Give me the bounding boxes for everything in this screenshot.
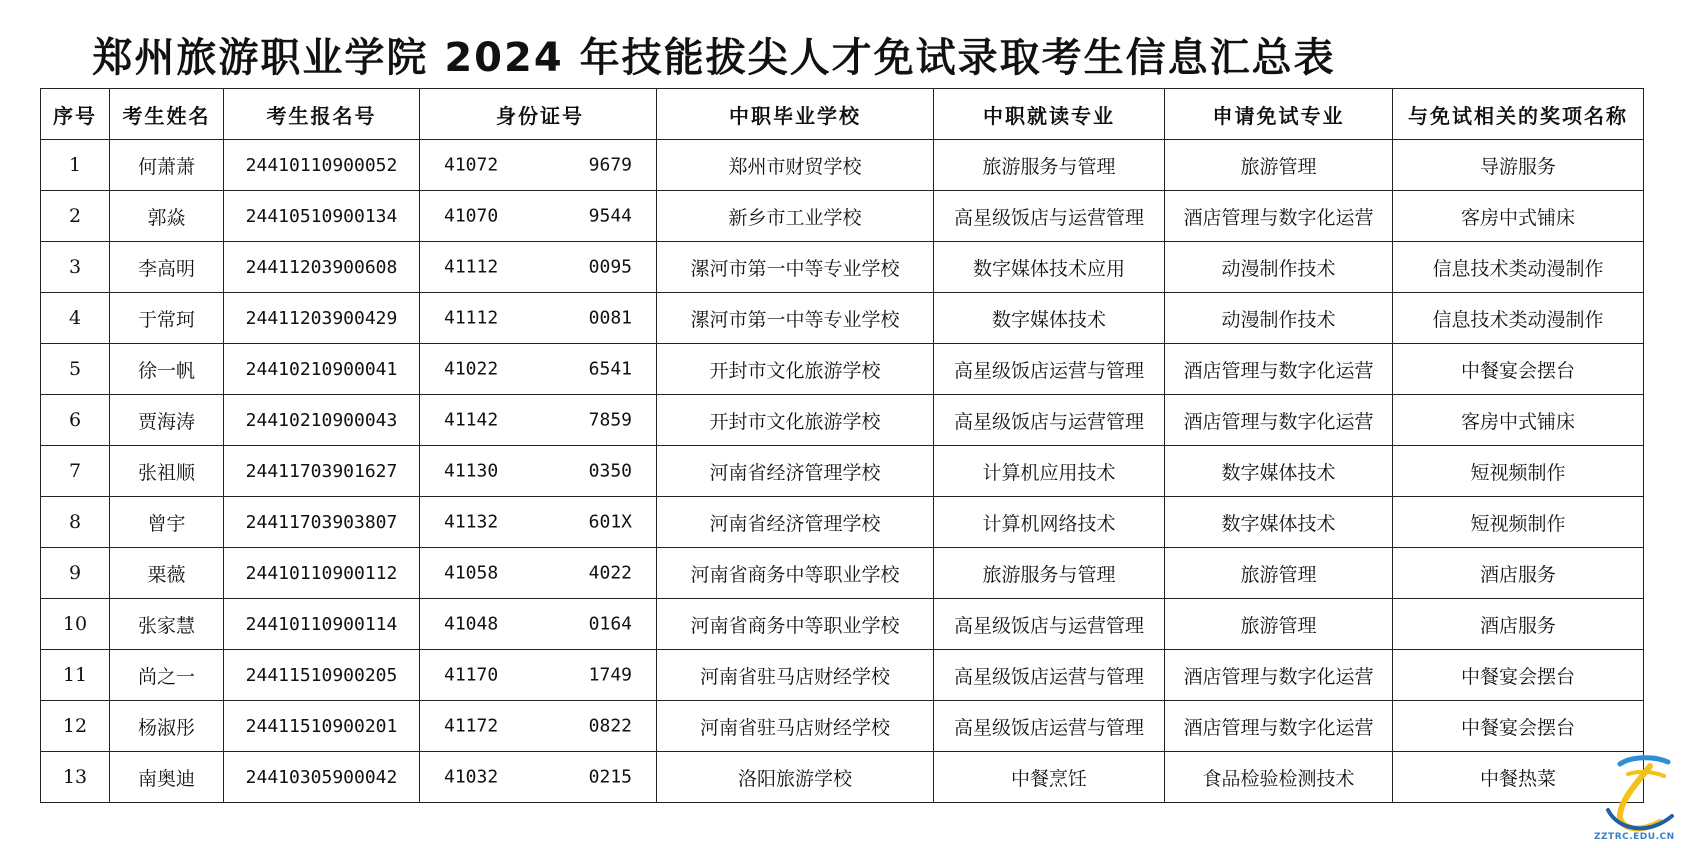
- header-cell-no: 序号: [41, 89, 110, 140]
- cell-no: 5: [41, 344, 110, 395]
- cell-name: 李高明: [110, 242, 224, 293]
- cell-apply: 动漫制作技术: [1165, 242, 1393, 293]
- cell-reg: 24410210900043: [224, 395, 420, 446]
- id-suffix: 7859: [588, 409, 632, 431]
- cell-apply: 旅游管理: [1165, 140, 1393, 191]
- cell-award: 中餐宴会摆台: [1393, 701, 1644, 752]
- table-row: [41, 650, 1644, 701]
- cell-apply: 食品检验检测技术: [1165, 752, 1393, 803]
- cell-no: 6: [41, 395, 110, 446]
- cell-no: 8: [41, 497, 110, 548]
- id-suffix: 0095: [588, 256, 632, 278]
- cell-award: 导游服务: [1393, 140, 1644, 191]
- cell-reg: 24411203900608: [224, 242, 420, 293]
- header-cell-id: 身份证号: [420, 89, 657, 140]
- id-redaction: [502, 140, 576, 191]
- id-redaction: [502, 191, 576, 242]
- cell-major: 高星级饭店运营与管理: [934, 701, 1165, 752]
- table-body: [41, 140, 1644, 803]
- cell-no: 7: [41, 446, 110, 497]
- cell-apply: 旅游管理: [1165, 599, 1393, 650]
- header-cell-reg: 考生报名号: [224, 89, 420, 140]
- cell-id: [420, 140, 657, 191]
- id-prefix: 41112: [444, 307, 499, 329]
- cell-school: 河南省商务中等职业学校: [657, 599, 934, 650]
- header-row: [41, 89, 1644, 140]
- cell-major: 旅游服务与管理: [934, 548, 1165, 599]
- cell-award: 中餐宴会摆台: [1393, 650, 1644, 701]
- cell-reg: 24411703901627: [224, 446, 420, 497]
- cell-id: [420, 548, 657, 599]
- id-redaction: [502, 446, 576, 497]
- cell-id: [420, 395, 657, 446]
- cell-apply: 数字媒体技术: [1165, 446, 1393, 497]
- table-row: [41, 191, 1644, 242]
- table-row: [41, 446, 1644, 497]
- cell-major: 旅游服务与管理: [934, 140, 1165, 191]
- table-row: [41, 752, 1644, 803]
- header-cell-school: 中职毕业学校: [657, 89, 934, 140]
- cell-school: 开封市文化旅游学校: [657, 395, 934, 446]
- table-row: [41, 293, 1644, 344]
- cell-id: [420, 446, 657, 497]
- cell-id: [420, 293, 657, 344]
- cell-award: 短视频制作: [1393, 446, 1644, 497]
- cell-award: 酒店服务: [1393, 599, 1644, 650]
- cell-name: 张祖顺: [110, 446, 224, 497]
- cell-reg: 24411510900205: [224, 650, 420, 701]
- id-prefix: 41022: [444, 358, 499, 380]
- table-row: [41, 395, 1644, 446]
- id-suffix: 6541: [588, 358, 632, 380]
- id-redaction: [502, 752, 576, 803]
- watermark-text: ZZTRC.EDU.CN: [1594, 832, 1675, 842]
- id-prefix: 41142: [444, 409, 499, 431]
- cell-award: 中餐宴会摆台: [1393, 344, 1644, 395]
- school-logo-icon: [1598, 752, 1678, 840]
- cell-no: 1: [41, 140, 110, 191]
- cell-major: 高星级饭店与运营管理: [934, 395, 1165, 446]
- id-suffix: 9544: [588, 205, 632, 227]
- id-suffix: 601X: [588, 511, 632, 533]
- cell-school: 漯河市第一中等专业学校: [657, 242, 934, 293]
- cell-id: [420, 242, 657, 293]
- id-prefix: 41058: [444, 562, 499, 584]
- cell-school: 新乡市工业学校: [657, 191, 934, 242]
- id-suffix: 0164: [588, 613, 632, 635]
- id-redaction: [502, 548, 576, 599]
- id-prefix: 41112: [444, 256, 499, 278]
- id-prefix: 41130: [444, 460, 499, 482]
- id-suffix: 0822: [588, 715, 632, 737]
- id-suffix: 9679: [588, 154, 632, 176]
- id-redaction: [502, 395, 576, 446]
- id-prefix: 41172: [444, 715, 499, 737]
- header-cell-award: 与免试相关的奖项名称: [1393, 89, 1644, 140]
- cell-id: [420, 191, 657, 242]
- id-prefix: 41070: [444, 205, 499, 227]
- cell-name: 徐一帆: [110, 344, 224, 395]
- table-row: [41, 497, 1644, 548]
- id-redaction: [502, 242, 576, 293]
- cell-name: 杨淑彤: [110, 701, 224, 752]
- id-redaction: [502, 497, 576, 548]
- cell-name: 何萧萧: [110, 140, 224, 191]
- student-info-table: [40, 88, 1644, 803]
- cell-reg: 24410110900112: [224, 548, 420, 599]
- id-prefix: 41072: [444, 154, 499, 176]
- id-prefix: 41132: [444, 511, 499, 533]
- id-prefix: 41170: [444, 664, 499, 686]
- cell-no: 9: [41, 548, 110, 599]
- cell-apply: 动漫制作技术: [1165, 293, 1393, 344]
- cell-name: 南奥迪: [110, 752, 224, 803]
- cell-award: 信息技术类动漫制作: [1393, 293, 1644, 344]
- cell-name: 曾宇: [110, 497, 224, 548]
- id-redaction: [502, 344, 576, 395]
- cell-no: 10: [41, 599, 110, 650]
- header-cell-major: 中职就读专业: [934, 89, 1165, 140]
- table-row: [41, 344, 1644, 395]
- id-suffix: 0215: [588, 766, 632, 788]
- cell-award: 短视频制作: [1393, 497, 1644, 548]
- id-redaction: [502, 293, 576, 344]
- table-row: [41, 599, 1644, 650]
- cell-no: 12: [41, 701, 110, 752]
- id-redaction: [502, 650, 576, 701]
- cell-id: [420, 344, 657, 395]
- cell-apply: 旅游管理: [1165, 548, 1393, 599]
- cell-award: 客房中式铺床: [1393, 191, 1644, 242]
- id-prefix: 41048: [444, 613, 499, 635]
- cell-school: 郑州市财贸学校: [657, 140, 934, 191]
- cell-reg: 24410210900041: [224, 344, 420, 395]
- cell-id: [420, 701, 657, 752]
- cell-major: 高星级饭店运营与管理: [934, 344, 1165, 395]
- cell-reg: 24410110900114: [224, 599, 420, 650]
- cell-name: 栗薇: [110, 548, 224, 599]
- cell-reg: 24410305900042: [224, 752, 420, 803]
- cell-no: 2: [41, 191, 110, 242]
- table-row: [41, 701, 1644, 752]
- cell-no: 4: [41, 293, 110, 344]
- cell-apply: 酒店管理与数字化运营: [1165, 701, 1393, 752]
- cell-reg: 24411510900201: [224, 701, 420, 752]
- cell-award: 客房中式铺床: [1393, 395, 1644, 446]
- cell-apply: 酒店管理与数字化运营: [1165, 344, 1393, 395]
- cell-award: 中餐热菜: [1393, 752, 1644, 803]
- cell-apply: 酒店管理与数字化运营: [1165, 650, 1393, 701]
- cell-name: 贾海涛: [110, 395, 224, 446]
- cell-major: 计算机应用技术: [934, 446, 1165, 497]
- cell-reg: 24410510900134: [224, 191, 420, 242]
- cell-id: [420, 752, 657, 803]
- cell-name: 张家慧: [110, 599, 224, 650]
- cell-id: [420, 599, 657, 650]
- cell-major: 高星级饭店运营与管理: [934, 650, 1165, 701]
- cell-no: 3: [41, 242, 110, 293]
- header-cell-apply: 申请免试专业: [1165, 89, 1393, 140]
- cell-school: 河南省经济管理学校: [657, 446, 934, 497]
- header-cell-name: 考生姓名: [110, 89, 224, 140]
- cell-reg: 24410110900052: [224, 140, 420, 191]
- table-row: [41, 242, 1644, 293]
- cell-reg: 24411203900429: [224, 293, 420, 344]
- cell-school: 河南省驻马店财经学校: [657, 701, 934, 752]
- cell-id: [420, 650, 657, 701]
- id-suffix: 4022: [588, 562, 632, 584]
- id-redaction: [502, 599, 576, 650]
- cell-award: 信息技术类动漫制作: [1393, 242, 1644, 293]
- id-suffix: 0081: [588, 307, 632, 329]
- cell-school: 开封市文化旅游学校: [657, 344, 934, 395]
- cell-major: 高星级饭店与运营管理: [934, 599, 1165, 650]
- cell-school: 河南省驻马店财经学校: [657, 650, 934, 701]
- cell-apply: 酒店管理与数字化运营: [1165, 191, 1393, 242]
- id-suffix: 0350: [588, 460, 632, 482]
- cell-major: 中餐烹饪: [934, 752, 1165, 803]
- cell-school: 河南省经济管理学校: [657, 497, 934, 548]
- id-prefix: 41032: [444, 766, 499, 788]
- cell-school: 洛阳旅游学校: [657, 752, 934, 803]
- cell-apply: 数字媒体技术: [1165, 497, 1393, 548]
- cell-school: 河南省商务中等职业学校: [657, 548, 934, 599]
- cell-apply: 酒店管理与数字化运营: [1165, 395, 1393, 446]
- cell-major: 数字媒体技术应用: [934, 242, 1165, 293]
- page-title: 郑州旅游职业学院 2024 年技能拔尖人才免试录取考生信息汇总表: [92, 35, 1336, 81]
- table-row: [41, 140, 1644, 191]
- cell-no: 11: [41, 650, 110, 701]
- table-row: [41, 548, 1644, 599]
- cell-no: 13: [41, 752, 110, 803]
- cell-name: 尚之一: [110, 650, 224, 701]
- id-redaction: [502, 701, 576, 752]
- cell-id: [420, 497, 657, 548]
- cell-school: 漯河市第一中等专业学校: [657, 293, 934, 344]
- cell-major: 计算机网络技术: [934, 497, 1165, 548]
- cell-major: 高星级饭店与运营管理: [934, 191, 1165, 242]
- cell-major: 数字媒体技术: [934, 293, 1165, 344]
- cell-name: 于常珂: [110, 293, 224, 344]
- cell-award: 酒店服务: [1393, 548, 1644, 599]
- cell-reg: 24411703903807: [224, 497, 420, 548]
- id-suffix: 1749: [588, 664, 632, 686]
- cell-name: 郭焱: [110, 191, 224, 242]
